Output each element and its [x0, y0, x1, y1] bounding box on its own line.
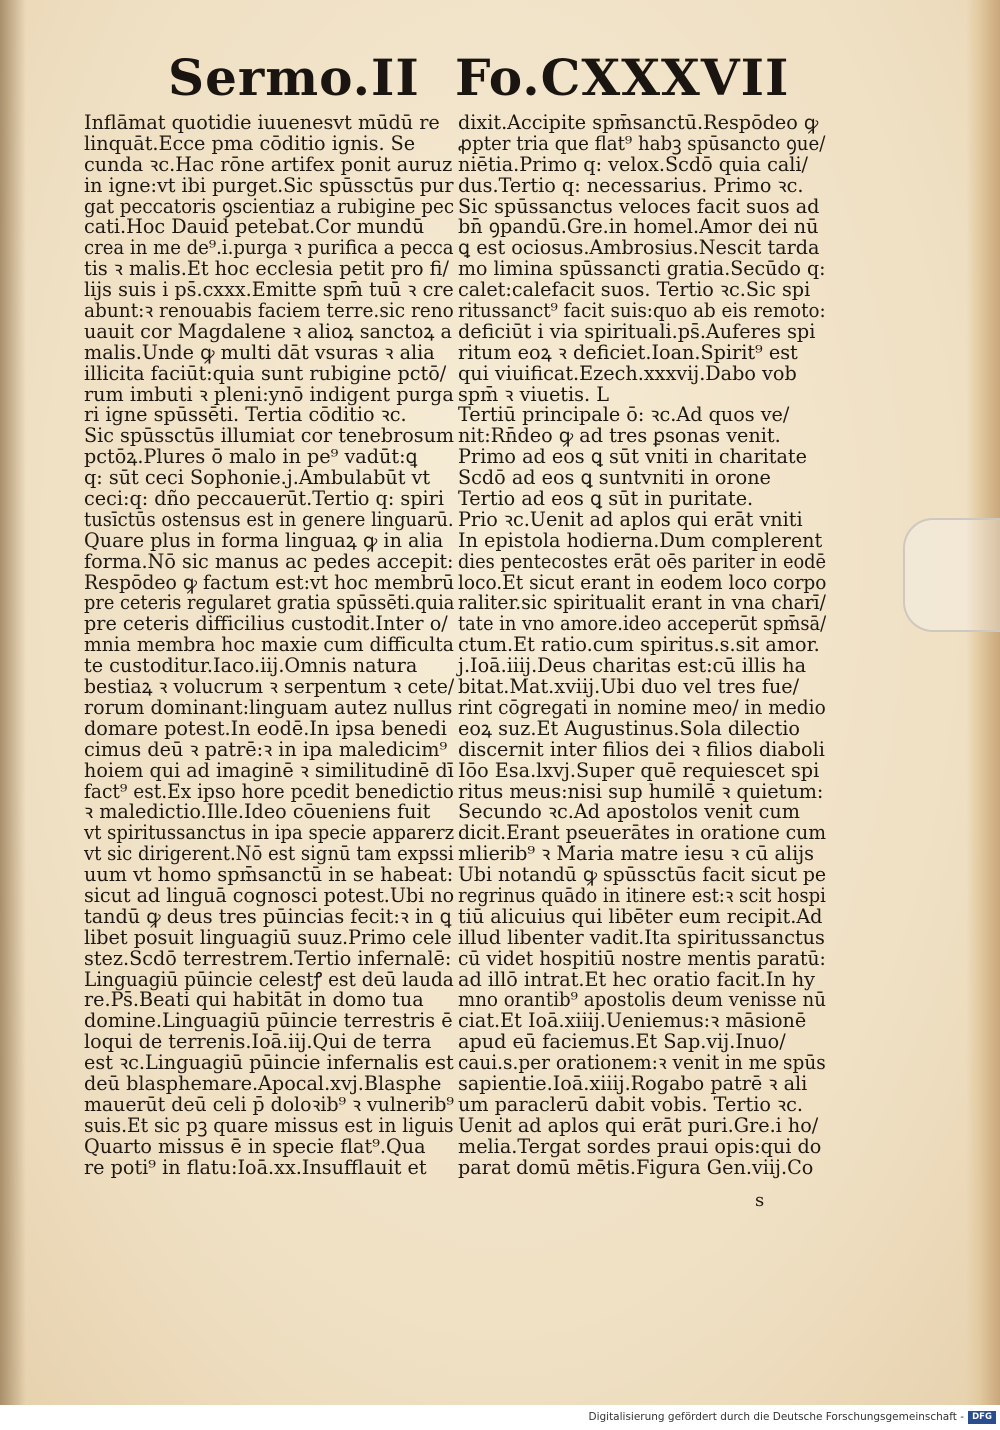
text-line: suis.Et sic pꝫ quare missus est in liguis	[84, 1113, 454, 1137]
text-line: mo limina spūssancti gratia.Secūdo q:	[458, 257, 826, 281]
text-line: ꝓpter tria que flat⁹ habꝫ spūsancto ꝯue/	[458, 131, 826, 155]
text-line: est ꝛc.Linguagiū pūincie infernalis est	[84, 1051, 454, 1075]
text-line: Uenit ad aplos qui erāt puri.Gre.i ho/	[458, 1113, 819, 1137]
text-line: illud libenter vadit.Ita spiritussanctus	[458, 925, 825, 949]
text-line: uauit cor Magdalene ꝛ alioꝝ sanctoꝝ a	[84, 319, 452, 343]
text-line: loqui de terrenis.Ioā.iij.Qui de terra	[84, 1030, 432, 1054]
text-line: uum vt homo spm̄sanctū in se habeat:	[84, 863, 454, 887]
text-line: ri igne spūssēti. Tertia cōditio ꝛc.	[84, 403, 407, 427]
text-line: te custoditur.Iaco.iij.Omnis natura	[84, 654, 418, 678]
text-line: cū videt hospitiū nostre mentis paratū:	[458, 946, 826, 970]
text-line: malis.Unde ꝙ multi dāt vsuras ꝛ alia	[84, 340, 435, 364]
text-line: Quarto missus ē in specie flat⁹.Qua	[84, 1134, 426, 1158]
text-line: melia.Tergat sordes praui opis:qui do	[458, 1134, 822, 1158]
text-line: Prio ꝛc.Uenit ad aplos qui erāt vniti	[458, 507, 803, 531]
text-line: dies pentecostes erāt oēs pariter in eodē	[458, 549, 827, 573]
text-line: bestiaꝝ ꝛ volucrum ꝛ serpentum ꝛ cete/	[84, 675, 455, 699]
text-line: Sic spūssanctus veloces facit suos ad	[458, 194, 820, 218]
text-line: mnia membra hoc maxie cum difficulta	[84, 633, 454, 657]
text-line: parat domū mētis.Figura Gen.viij.Co	[458, 1155, 814, 1179]
text-line: cunda ꝛc.Hac rōne artifex ponit auruz	[84, 152, 453, 176]
text-line: ꝗ est ociosus.Ambrosius.Nescit tarda	[458, 236, 820, 260]
text-line: j.Ioā.iiij.Deus charitas est:cū illis ha	[458, 654, 807, 678]
text-line: rum imbuti ꝛ pleni:ynō indigent purga	[84, 382, 454, 406]
text-line: Tertiū principale ō: ꝛc.Ad quos ve/	[458, 403, 790, 427]
text-line: vt spiritussanctus in ipa specie apparerz	[84, 821, 455, 845]
text-line: ctum.Et ratio.cum spiritus.s.sit amor.	[458, 633, 820, 657]
text-line: libet posuit linguagiū suuz.Primo cele	[84, 925, 452, 949]
text-line: dicit.Erant pseuerātes in oratione cum	[458, 821, 827, 845]
text-line: In epistola hodierna.Dum complerent	[458, 528, 823, 552]
text-line: hoiem qui ad imaginē ꝛ similitudinē dī	[84, 758, 454, 782]
funding-credit: Digitalisierung gefördert durch die Deutsche Forschungsgemeinschaft -	[588, 1411, 964, 1423]
text-line: pre ceteris regularet gratia spūssēti.quia	[84, 591, 455, 615]
page-clip	[903, 518, 1000, 632]
text-line: Scdō ad eos ꝗ suntvniti in orone	[458, 466, 771, 490]
text-line: Inflāmat quotidie iuuenesvt mūdū re	[84, 111, 440, 134]
text-line: gat peccatoris ꝯscientiaz a rubigine pec	[84, 194, 455, 218]
gutter-shadow	[0, 0, 26, 1405]
text-line: bitat.Mat.xviij.Ubi duo vel tres fue/	[458, 675, 800, 699]
text-line: re.Ps̄.Beati qui habitāt in domo tua	[84, 988, 424, 1012]
digitization-footer	[0, 1405, 1000, 1430]
text-line: rint cōgregati in nomine meo/ in medio	[458, 695, 826, 719]
text-line: deficiūt i via spirituali.ps̄.Auferes spi	[458, 319, 816, 343]
text-line: deū blasphemare.Apocal.xvj.Blasphe	[84, 1071, 442, 1095]
text-line: ritum eoꝝ ꝛ deficiet.Ioan.Spirit⁹ est	[458, 340, 798, 364]
text-line: fact⁹ est.Ex ipso hore pcedit benedictio	[84, 779, 454, 803]
page-edge	[966, 0, 1000, 1405]
text-line: mauerūt deū celi p̄ doloꝛib⁹ ꝛ vulnerib⁹	[84, 1092, 454, 1116]
text-line: cati.Hoc Dauid petebat.Cor mundū	[84, 215, 425, 239]
text-line: bn̄ ꝯpandū.Gre.in homel.Amor dei nū	[458, 215, 819, 239]
text-line: sapientie.Ioā.xiiij.Rogabo patrē ꝛ ali	[458, 1071, 808, 1095]
text-line: ciat.Et Ioā.xiiij.Ueniemus:ꝛ māsionē	[458, 1009, 807, 1033]
text-line: cimus deū ꝛ patrē:ꝛ in ipa maledicim⁹	[84, 737, 448, 761]
text-line: crea in me de⁹.i.purga ꝛ purifica a pecca	[84, 236, 454, 260]
text-line: ritussanct⁹ facit suis:quo ab eis remoto:	[458, 299, 826, 323]
text-line: pctōꝝ.Plures ō malo in pe⁹ vadūt:ꝗ	[84, 445, 418, 469]
text-line: pre ceteris difficilius custodit.Inter o/	[84, 612, 448, 636]
signature-mark: s	[755, 1190, 765, 1211]
text-line: niētia.Primo q: velox.Scdō quia cali/	[458, 152, 809, 176]
text-line: um paraclerū dabit vobis. Tertio ꝛc.	[458, 1092, 803, 1116]
text-line: illicita faciūt:quia sunt rubigine pctō/	[84, 361, 447, 385]
text-line: tandū ꝙ deus tres pūincias fecit:ꝛ in ꝗ	[84, 904, 452, 928]
text-line: ꝛ maledictio.Ille.Ideo cōueniens fuit	[84, 800, 431, 824]
text-line: qui viuificat.Ezech.xxxvij.Dabo vob	[458, 361, 797, 385]
text-line: calet:calefacit suos. Tertio ꝛc.Sic spi	[458, 278, 811, 302]
dfg-logo: DFG	[968, 1411, 996, 1424]
text-line: raliter.sic spiritualit erant in vna charī/	[458, 591, 826, 615]
text-line: rorum dominant:linguam autez nullus	[84, 695, 453, 719]
text-line: sicut ad linguā cognosci potest.Ubi no	[84, 883, 455, 907]
text-line: domine.Linguagiū pūincie terrestris ē	[84, 1009, 453, 1033]
text-line: discernit inter filios dei ꝛ filios diaboli	[458, 737, 825, 761]
left-text-column	[84, 113, 454, 1178]
text-line: forma.Nō sic manus ac pedes accepit:	[84, 549, 454, 573]
text-line: tate in vno amore.ideo acceperūt spm̄sā/	[458, 612, 827, 636]
text-line: dus.Tertio q: necessarius. Primo ꝛc.	[458, 173, 804, 197]
text-line: eoꝝ suz.Et Augustinus.Sola dilectio	[458, 716, 800, 740]
text-line: mlierib⁹ ꝛ Maria matre iesu ꝛ cū alijs	[458, 842, 815, 866]
text-line: apud eū faciemus.Et Sap.vij.Inuo/	[458, 1030, 786, 1054]
text-line: vt sic dirigerent.Nō est signū tam expssi	[84, 842, 454, 866]
text-line: ceci:q: dño peccauerūt.Tertio q: spiri	[84, 487, 444, 511]
text-line: tiū alicuius qui libēter eum recipit.Ad	[458, 904, 823, 928]
text-line: ad illō intrat.Et hec oratio facit.In hy	[458, 967, 816, 991]
text-line: Tertio ad eos ꝗ sūt in puritate.	[458, 487, 754, 511]
text-line: in igne:vt ibi purget.Sic spūssctūs pur	[84, 173, 454, 197]
running-title: Sermo.II	[168, 48, 420, 107]
text-line: Linguagiū pūincie celestꝭ est deū lauda	[84, 967, 454, 991]
text-line: domare potest.In eodē.In ipsa benedi	[84, 716, 447, 740]
text-line: caui.s.per orationem:ꝛ venit in me spūs	[458, 1051, 826, 1075]
text-line: lijs suis i ps̄.cxxx.Emitte spm̄ tuū ꝛ cre	[84, 278, 454, 302]
text-line: nit:Rn̄deo ꝙ ad tres ꝑsonas venit.	[458, 424, 781, 448]
text-line: Quare plus in forma linguaꝝ ꝙ in alia	[84, 528, 444, 552]
text-line: spm̄ ꝛ viuetis. L	[458, 382, 609, 406]
text-line: tis ꝛ malis.Et hoc ecclesia petit pro fi/	[84, 257, 449, 281]
text-line: regrinus quādo in itinere est:ꝛ scit hospi	[458, 883, 826, 907]
text-line: q: sūt ceci Sophonie.j.Ambulabūt vt	[84, 466, 431, 490]
text-line: abunt:ꝛ renouabis faciem terre.sic reno	[84, 299, 454, 323]
text-line: mno orantib⁹ apostolis deum venisse nū	[458, 988, 826, 1012]
text-line: Iōo Esa.lxvj.Super quē requiescet spi	[458, 758, 820, 782]
text-line: Ubi notandū ꝙ spūssctūs facit sicut pe	[458, 863, 827, 887]
text-line: Secundo ꝛc.Ad apostolos venit cum	[458, 800, 800, 824]
text-line: Primo ad eos ꝗ sūt vniti in charitate	[458, 445, 807, 469]
text-line: Respōdeo ꝙ factum est:vt hoc membrū	[84, 570, 455, 594]
text-line: ritus meus:nisi sup humilē ꝛ quietum:	[458, 779, 824, 803]
running-header	[0, 48, 1000, 108]
text-line: dixit.Accipite spm̄sanctū.Respōdeo ꝙ	[458, 111, 819, 134]
text-line: re poti⁹ in flatu:Ioā.xx.Insufflauit et	[84, 1155, 427, 1179]
text-line: loco.Et sicut erant in eodem loco corpo	[458, 570, 827, 594]
text-line: linquāt.Ecce pma cōditio ignis. Se	[84, 131, 416, 155]
text-line: Sic spūssctūs illumiat cor tenebrosum	[84, 424, 455, 448]
text-line: stez.Scdō terrestrem.Tertio infernalē:	[84, 946, 452, 970]
right-text-column	[458, 113, 826, 1178]
text-line: tusīctūs ostensus est in genere linguarū.	[84, 507, 454, 531]
folio-number: Fo.CXXXVII	[455, 48, 790, 107]
